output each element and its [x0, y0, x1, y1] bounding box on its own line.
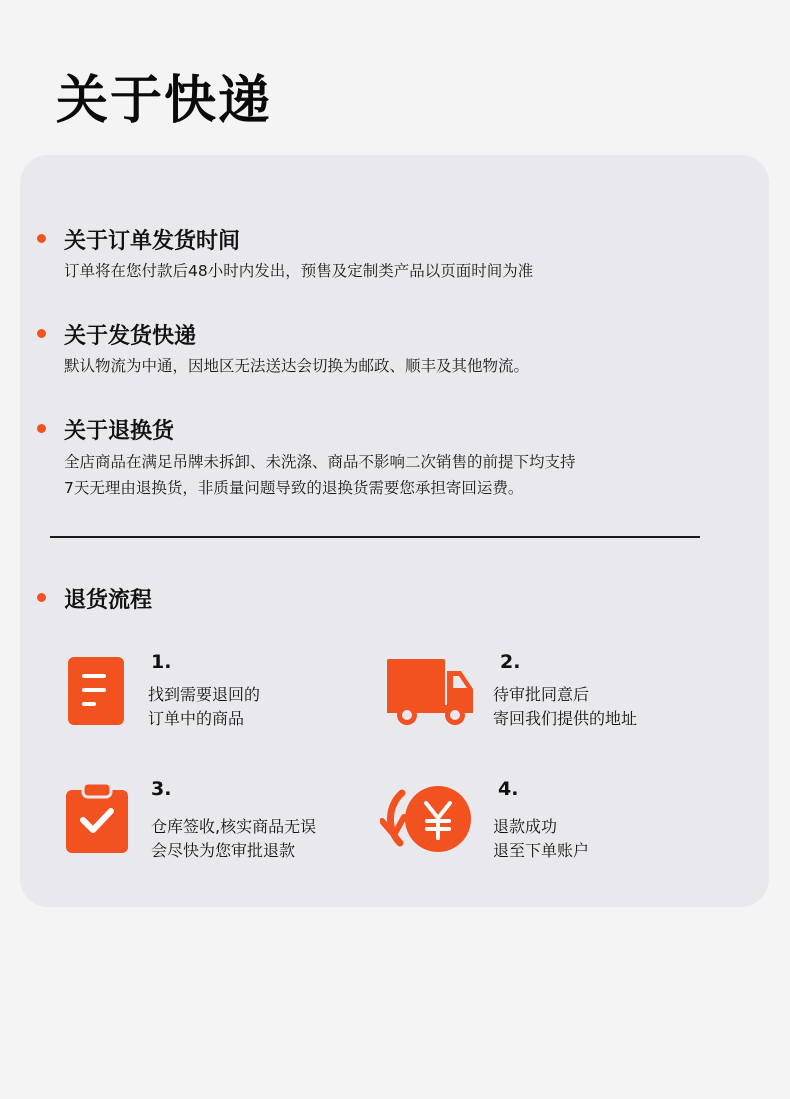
section-title-courier: 关于发货快递 — [64, 324, 197, 349]
section-title-returns: 关于退换货 — [64, 419, 175, 444]
step-text — [148, 683, 260, 731]
step-number: 1. — [151, 651, 172, 673]
section-line: 7天无理由退换货，非质量问题导致的退换货需要您承担寄回运费。 — [64, 479, 524, 497]
bullet-dot — [37, 329, 46, 338]
bullet-dot — [37, 234, 46, 243]
section-body-courier — [64, 353, 529, 379]
section-title-return-process: 退货流程 — [64, 588, 153, 613]
step-line: 找到需要退回的 — [148, 685, 261, 704]
step-line: 退至下单账户 — [493, 841, 590, 860]
step-number: 3. — [151, 778, 172, 800]
document-list-icon — [68, 657, 124, 727]
step-line: 仓库签收,核实商品无误 — [151, 817, 317, 836]
step-line: 寄回我们提供的地址 — [493, 709, 638, 728]
step-line: 退款成功 — [493, 817, 558, 836]
step-line: 订单中的商品 — [148, 709, 245, 728]
section-body-ship-time — [64, 258, 533, 284]
yuan-refund-icon — [380, 783, 474, 855]
section-line: 默认物流为中通，因地区无法送达会切换为邮政、顺丰及其他物流。 — [64, 357, 530, 375]
section-divider — [50, 536, 700, 538]
section-body-returns — [64, 449, 576, 501]
clipboard-check-icon — [66, 783, 130, 855]
info-card — [20, 155, 769, 907]
step-line: 待审批同意后 — [493, 685, 590, 704]
bullet-dot — [37, 593, 46, 602]
step-number: 2. — [500, 651, 521, 673]
section-line: 订单将在您付款后48小时内发出，预售及定制类产品以页面时间为准 — [64, 262, 534, 280]
step-line: 会尽快为您审批退款 — [151, 841, 296, 860]
page-title: 关于快递 — [56, 71, 273, 131]
delivery-truck-icon — [387, 657, 477, 727]
step-text — [151, 815, 316, 863]
step-number: 4. — [498, 778, 519, 800]
section-title-ship-time: 关于订单发货时间 — [64, 229, 241, 254]
bullet-dot — [37, 424, 46, 433]
step-text — [493, 815, 589, 863]
section-line: 全店商品在满足吊牌未拆卸、未洗涤、商品不影响二次销售的前提下均支持 — [64, 453, 576, 471]
step-text — [493, 683, 637, 731]
